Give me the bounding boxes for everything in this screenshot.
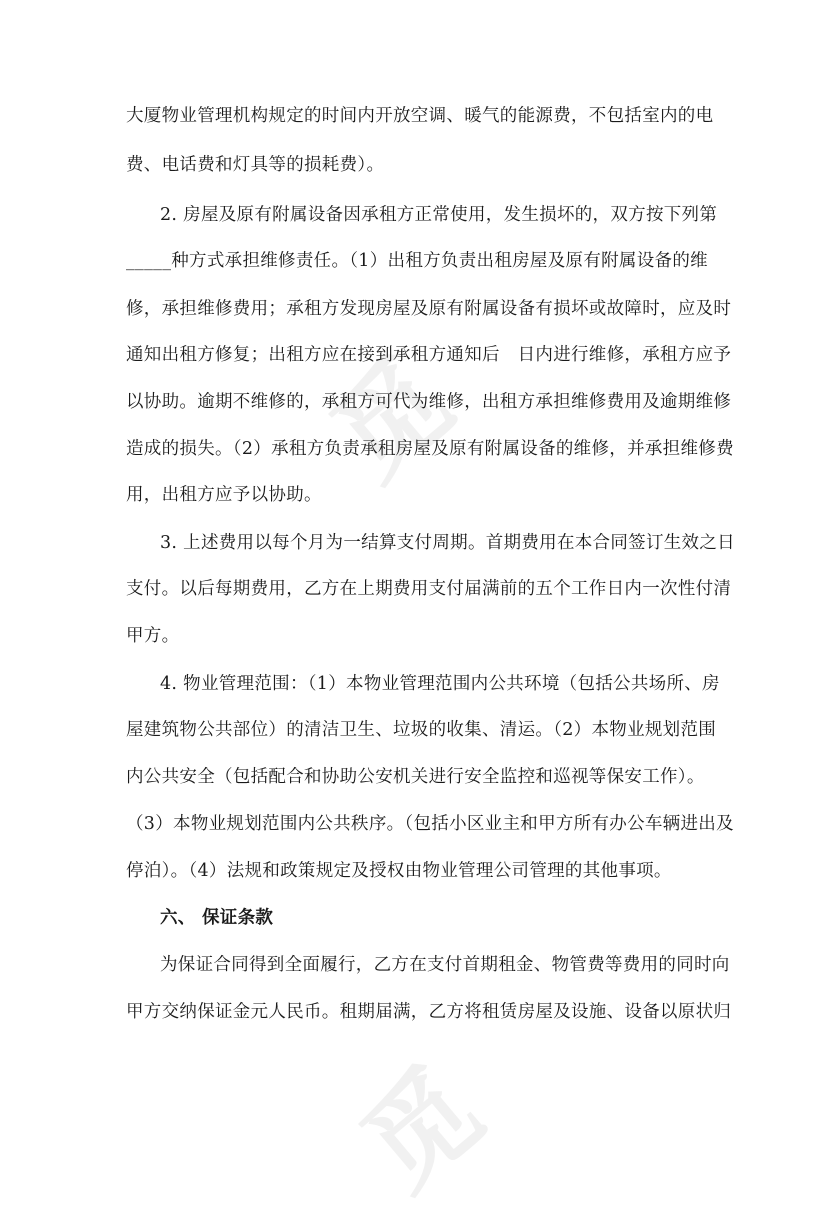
watermark: 觅	[308, 328, 483, 504]
text-line: 屋建筑物公共部位）的清洁卫生、垃圾的收集、清运。（2）本物业规划范围	[126, 720, 717, 740]
text-line: 通知出租方修复；出租方应在接到承租方通知后 日内进行维修，承租方应予	[126, 345, 732, 365]
text-line: 以协助。逾期不维修的，承租方可代为维修，出租方承担维修费用及逾期维修	[126, 392, 732, 412]
text-line: （3）本物业规划范围内公共秩序。（包括小区业主和甲方所有办公车辆进出及	[126, 814, 734, 834]
text-line: 支付。以后每期费用，乙方在上期费用支付届满前的五个工作日内一次性付清	[126, 579, 732, 599]
text-line: 修，承担维修费用；承租方发现房屋及原有附属设备有损坏或故障时，应及时	[126, 299, 732, 319]
text-line: 造成的损失。（2）承租方负责承租房屋及原有附属设备的维修，并承担维修费	[126, 439, 734, 459]
text-line: 甲方交纳保证金元人民币。租期届满，乙方将租赁房屋及设施、设备以原状归	[126, 1002, 732, 1022]
text-line: _____种方式承担维修责任。（1）出租方负责出租房屋及原有附属设备的维	[126, 251, 708, 271]
text-line: 用，出租方应予以协助。	[126, 485, 322, 505]
paragraph-first-line: 3. 上述费用以每个月为一结算支付周期。首期费用在本合同签订生效之日	[160, 533, 735, 553]
paragraph-first-line: 2. 房屋及原有附属设备因承租方正常使用，发生损坏的，双方按下列第	[160, 205, 718, 225]
text-line: 大厦物业管理机构规定的时间内开放空调、暖气的能源费，不包括室内的电	[126, 106, 714, 126]
paragraph-first-line: 为保证合同得到全面履行，乙方在支付首期租金、物管费等费用的同时向	[160, 955, 730, 975]
text-line: 内公共安全（包括配合和协助公安机关进行安全监控和巡视等保安工作）。	[126, 767, 705, 787]
section-heading: 六、 保证条款	[160, 908, 274, 928]
text-line: 停泊）。（4）法规和政策规定及授权由物业管理公司管理的其他事项。	[126, 861, 672, 881]
watermark: 觅	[338, 1038, 513, 1214]
text-line: 甲方。	[126, 626, 180, 646]
text-line: 费、电话费和灯具等的损耗费）。	[126, 155, 385, 175]
paragraph-first-line: 4. 物业管理范围：（1）本物业管理范围内公共环境（包括公共场所、房	[160, 674, 720, 694]
